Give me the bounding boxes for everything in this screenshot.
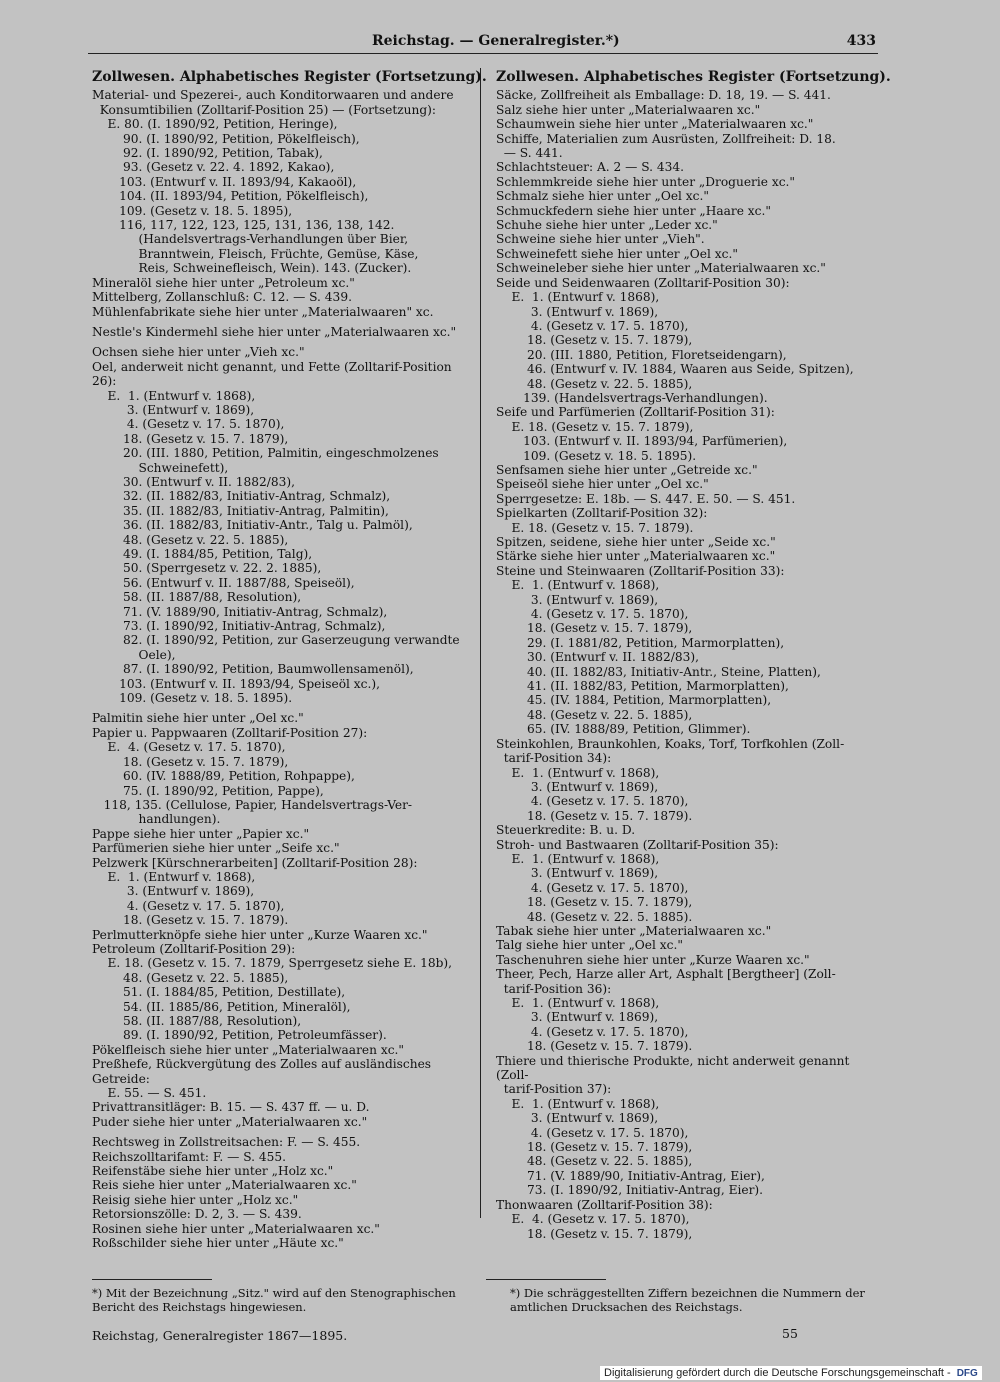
register-entry-line: 48. (Gesetz v. 22. 5. 1885), xyxy=(92,970,289,985)
register-entry-line: Spitzen, seidene, siehe hier unter „Seide xc." xyxy=(496,535,776,549)
running-header xyxy=(90,33,876,53)
register-entry-line: 3. (Entwurf v. 1869), xyxy=(92,402,255,417)
register-entry-line: 48. (Gesetz v. 22. 5. 1885), xyxy=(496,707,693,722)
register-entry-line: 4. (Gesetz v. 17. 5. 1870), xyxy=(92,898,285,913)
register-entry-line: 48. (Gesetz v. 22. 5. 1885), xyxy=(496,376,693,391)
register-entry-line: 54. (II. 1885/86, Petition, Mineralöl), xyxy=(92,999,351,1014)
register-entry-line: Schuhe siehe hier unter „Leder xc." xyxy=(496,218,718,233)
left-column xyxy=(92,69,487,1251)
register-entry-line: Privattransitläger: B. 15. — S. 437 ff. — u. D. xyxy=(92,1100,370,1115)
register-entry-line: 73. (I. 1890/92, Initiativ-Antrag, Schmalz), xyxy=(92,619,386,634)
register-entry-line: E. 1. (Entwurf v. 1868), xyxy=(496,290,660,305)
register-entry-line: 4. (Gesetz v. 17. 5. 1870), xyxy=(496,607,689,622)
register-entry-line: 58. (II. 1887/88, Resolution), xyxy=(92,1014,302,1028)
register-entry-line: E. 18. (Gesetz v. 15. 7. 1879, Sperrgesetz siehe E. 18b), xyxy=(92,956,453,971)
register-entry-line: 4. (Gesetz v. 17. 5. 1870), xyxy=(496,318,689,333)
register-entry-line: Schlemmkreide siehe hier unter „Droguerie xc." xyxy=(496,174,796,189)
register-entry-line: 3. (Entwurf v. 1869), xyxy=(496,866,659,881)
register-entry-line: 48. (Gesetz v. 22. 5. 1885), xyxy=(496,1154,693,1169)
register-entry-line: Roßschilder siehe hier unter „Häute xc." xyxy=(92,1236,344,1251)
register-entry-line: 103. (Entwurf v. II. 1893/94, Parfümerien), xyxy=(496,434,788,449)
register-entry-line: Pökelfleisch siehe hier unter „Materialwaaren xc." xyxy=(92,1042,405,1057)
banner-text: Digitalisierung gefördert durch die Deutsche Forschungsgemeinschaft - xyxy=(604,1367,951,1379)
page-number: 433 xyxy=(846,33,876,49)
register-entry-line: Steuerkredite: B. u. D. xyxy=(496,823,636,838)
register-entry-line: E. 1. (Entwurf v. 1868), xyxy=(496,996,660,1010)
register-entry-line: E. 80. (I. 1890/92, Petition, Heringe), xyxy=(92,117,338,132)
register-entry-line: Reis siehe hier unter „Materialwaaren xc." xyxy=(92,1178,357,1193)
register-entry-line: 41. (II. 1882/83, Petition, Marmorplatten), xyxy=(496,679,789,694)
footnote-right: *) Die schräggestellten Ziffern bezeichnen die Nummern der amtlichen Drucksachen des Reichstags. xyxy=(510,1286,865,1314)
register-entry-line: Reis, Schweinefleisch, Wein). 143. (Zucker). xyxy=(92,261,412,276)
register-entry-line: Palmitin siehe hier unter „Oel xc." xyxy=(92,711,304,726)
register-entry-line: 35. (II. 1882/83, Initiativ-Antrag, Palmitin), xyxy=(92,503,389,518)
register-entry-line: 48. (Gesetz v. 22. 5. 1885). xyxy=(496,909,693,924)
register-entry-line: 4. (Gesetz v. 17. 5. 1870), xyxy=(92,417,285,432)
register-entry-line: E. 1. (Entwurf v. 1868), xyxy=(496,765,660,780)
register-entry-line: Theer, Pech, Harze aller Art, Asphalt [Bergtheer] (Zoll- xyxy=(496,967,836,982)
register-entry-line: Pelzwerk [Kürschnerarbeiten] (Zolltarif-Position 28): xyxy=(92,855,418,870)
register-entry-line: Schweinefett siehe hier unter „Oel xc." xyxy=(496,246,738,261)
register-entry-line: E. 1. (Entwurf v. 1868), xyxy=(92,388,256,403)
register-entry-line: Nestle's Kindermehl siehe hier unter „Materialwaaren xc." xyxy=(92,324,457,339)
header-rule xyxy=(88,53,878,54)
register-entry-line: Talg siehe hier unter „Oel xc." xyxy=(496,938,683,953)
register-entry-line: Schiffe, Materialien zum Ausrüsten, Zollfreiheit: D. 18. xyxy=(496,131,836,146)
register-entry-line: 75. (I. 1890/92, Petition, Pappe), xyxy=(92,783,324,798)
register-entry-line: Rechtsweg in Zollstreitsachen: F. — S. 455. xyxy=(92,1135,361,1150)
register-entry-line: 49. (I. 1884/85, Petition, Talg), xyxy=(92,547,313,561)
register-entry-line: 3. (Entwurf v. 1869), xyxy=(496,592,659,607)
register-entry-line: Reisig siehe hier unter „Holz xc." xyxy=(92,1192,299,1207)
register-entry-line: E. 1. (Entwurf v. 1868), xyxy=(496,851,660,866)
header-title: Reichstag. — Generalregister.*) xyxy=(372,33,620,49)
register-entry-line: 18. (Gesetz v. 15. 7. 1879), xyxy=(496,1140,693,1155)
register-entry-line: Stroh- und Bastwaaren (Zolltarif-Position 35): xyxy=(496,837,779,852)
register-entry-line: 36. (II. 1882/83, Initiativ-Antr., Talg u. Palmöl), xyxy=(92,518,413,533)
register-entry-line: Parfümerien siehe hier unter „Seife xc." xyxy=(92,841,340,856)
register-entry-line: tarif-Position 36): xyxy=(496,981,612,996)
register-entry-line: tarif-Position 37): xyxy=(496,1082,612,1097)
register-entry-line: 104. (II. 1893/94, Petition, Pökelfleisch), xyxy=(92,189,369,204)
register-entry-line: Stärke siehe hier unter „Materialwaaren xc." xyxy=(496,549,776,564)
register-entry-line: 18. (Gesetz v. 15. 7. 1879). xyxy=(496,808,693,823)
register-entry-line: 50. (Sperrgesetz v. 22. 2. 1885), xyxy=(92,561,322,576)
footer-source: Reichstag, Generalregister 1867—1895. xyxy=(92,1328,348,1343)
register-entry-line: Retorsionszölle: D. 2, 3. — S. 439. xyxy=(92,1207,302,1222)
register-entry-line: Schmuckfedern siehe hier unter „Haare xc." xyxy=(496,203,771,218)
register-entry-line: 18. (Gesetz v. 15. 7. 1879), xyxy=(496,895,693,910)
register-entry-line: 3. (Entwurf v. 1869), xyxy=(496,1010,659,1025)
register-entry-line: 30. (Entwurf v. II. 1882/83), xyxy=(92,474,295,489)
funding-banner xyxy=(600,1366,982,1380)
register-entry-line: 20. (III. 1880, Petition, Floretseidengarn), xyxy=(496,347,787,362)
register-entry-line: 118, 135. (Cellulose, Papier, Handelsvertrags-Ver- xyxy=(92,797,413,812)
register-entry-line: 48. (Gesetz v. 22. 5. 1885), xyxy=(92,532,289,547)
register-entry-line: 65. (IV. 1888/89, Petition, Glimmer). xyxy=(496,722,751,737)
register-entry-line: Papier u. Pappwaaren (Zolltarif-Position 27): xyxy=(92,725,368,740)
register-entry-line: 18. (Gesetz v. 15. 7. 1879). xyxy=(496,1039,693,1054)
register-entry-line: 3. (Entwurf v. 1869), xyxy=(496,304,659,319)
left-column-heading: Zollwesen. Alphabetisches Register (Fortsetzung). xyxy=(92,69,487,85)
register-entry-line: 18. (Gesetz v. 15. 7. 1879), xyxy=(496,1226,693,1241)
register-entry-line: 92. (I. 1890/92, Petition, Tabak), xyxy=(92,146,323,161)
register-entry-line: Mineralöl siehe hier unter „Petroleum xc." xyxy=(92,275,355,290)
register-entry-line: 4. (Gesetz v. 17. 5. 1870), xyxy=(496,880,689,895)
footer-sheet-number: 55 xyxy=(782,1326,798,1341)
register-entry-line: Schaumwein siehe hier unter „Materialwaaren xc." xyxy=(496,117,814,132)
register-entry-line: Branntwein, Fleisch, Früchte, Gemüse, Käse, xyxy=(92,246,419,261)
left-column-entries xyxy=(92,88,472,1250)
register-entry-line: Sperrgesetze: E. 18b. — S. 447. E. 50. — S. 451. xyxy=(496,491,796,506)
register-entry-line: Mittelberg, Zollanschluß: C. 12. — S. 439. xyxy=(92,290,352,305)
register-entry-line: Tabak siehe hier unter „Materialwaaren xc." xyxy=(496,923,772,938)
register-entry-line: 18. (Gesetz v. 15. 7. 1879), xyxy=(496,621,693,636)
register-entry-line: 4. (Gesetz v. 17. 5. 1870), xyxy=(496,794,689,809)
register-entry-line: 109. (Gesetz v. 18. 5. 1895). xyxy=(92,691,293,706)
register-entry-line: Speiseöl siehe hier unter „Oel xc." xyxy=(496,477,709,492)
register-entry-line: 109. (Gesetz v. 18. 5. 1895). xyxy=(496,448,697,463)
register-entry-line: Seife und Parfümerien (Zolltarif-Position 31): xyxy=(496,405,775,420)
register-entry-line: Schweinefett), xyxy=(92,460,229,475)
register-entry-line: E. 55. — S. 451. xyxy=(92,1086,207,1101)
register-entry-line: Oele), xyxy=(92,647,176,662)
register-entry-line: Thiere und thierische Produkte, nicht anderweit genannt (Zoll- xyxy=(496,1053,854,1083)
register-entry-line: 45. (IV. 1884, Petition, Marmorplatten), xyxy=(496,693,772,708)
register-entry-line: Petroleum (Zolltarif-Position 29): xyxy=(92,941,296,956)
register-entry-line: Thonwaaren (Zolltarif-Position 38): xyxy=(496,1197,713,1212)
register-entry-line: tarif-Position 34): xyxy=(496,751,612,766)
register-entry-line: 46. (Entwurf v. IV. 1884, Waaren aus Seide, Spitzen), xyxy=(496,362,854,377)
register-entry-line: 89. (I. 1890/92, Petition, Petroleumfässer). xyxy=(92,1028,387,1043)
register-entry-line: 18. (Gesetz v. 15. 7. 1879), xyxy=(92,754,289,769)
register-entry-line: E. 1. (Entwurf v. 1868), xyxy=(92,869,256,884)
register-entry-line: Puder siehe hier unter „Materialwaaren xc." xyxy=(92,1114,368,1129)
register-entry-line: Reifenstäbe siehe hier unter „Holz xc." xyxy=(92,1164,334,1179)
register-entry-line: (Handelsvertrags-Verhandlungen über Bier, xyxy=(92,232,409,247)
right-column-heading: Zollwesen. Alphabetisches Register (Fortsetzung). xyxy=(496,69,891,85)
register-entry-line: Taschenuhren siehe hier unter „Kurze Waaren xc." xyxy=(496,952,810,967)
register-entry-line: 71. (V. 1889/90, Initiativ-Antrag, Schmalz), xyxy=(92,604,388,619)
register-entry-line: 90. (I. 1890/92, Petition, Pökelfleisch), xyxy=(92,131,360,146)
register-entry-line: 20. (III. 1880, Petition, Palmitin, eingeschmolzenes xyxy=(92,446,439,461)
register-entry-line: 139. (Handelsvertrags-Verhandlungen). xyxy=(496,390,768,405)
register-entry-line: Schweineleber siehe hier unter „Materialwaaren xc." xyxy=(496,261,826,276)
register-entry-line: Schweine siehe hier unter „Vieh". xyxy=(496,232,705,247)
register-entry-line: Salz siehe hier unter „Materialwaaren xc." xyxy=(496,102,761,117)
register-entry-line: Perlmutterknöpfe siehe hier unter „Kurze Waaren xc." xyxy=(92,927,428,942)
footnote-rule-left xyxy=(92,1279,212,1280)
register-entry-line: 51. (I. 1884/85, Petition, Destillate), xyxy=(92,985,346,1000)
register-entry-line: E. 1. (Entwurf v. 1868), xyxy=(496,578,660,593)
register-entry-line: 60. (IV. 1888/89, Petition, Rohpappe), xyxy=(92,769,355,784)
register-entry-line: Material- und Spezerei-, auch Konditorwaaren und andere xyxy=(92,88,454,103)
register-entry-line: 56. (Entwurf v. II. 1887/88, Speiseöl), xyxy=(92,575,355,590)
dfg-logo: DFG xyxy=(956,1367,978,1379)
register-entry-line: E. 4. (Gesetz v. 17. 5. 1870), xyxy=(92,740,286,755)
register-entry-line: 103. (Entwurf v. II. 1893/94, Kakaoöl), xyxy=(92,174,357,189)
register-entry-line: Rosinen siehe hier unter „Materialwaaren xc." xyxy=(92,1221,380,1236)
register-entry-line: Konsumtibilien (Zolltarif-Position 25) — (Fortsetzung): xyxy=(92,102,437,117)
register-entry-line: Säcke, Zollfreiheit als Emballage: D. 18, 19. — S. 441. xyxy=(496,88,831,103)
register-entry-line: 4. (Gesetz v. 17. 5. 1870), xyxy=(496,1024,689,1039)
register-entry-line: 3. (Entwurf v. 1869), xyxy=(92,884,255,899)
register-entry-line: Seide und Seidenwaaren (Zolltarif-Position 30): xyxy=(496,275,790,290)
register-entry-line: 109. (Gesetz v. 18. 5. 1895), xyxy=(92,203,293,218)
register-entry-line: Spielkarten (Zolltarif-Position 32): xyxy=(496,506,708,521)
register-entry-line: Oel, anderweit nicht genannt, und Fette (Zolltarif-Position 26): xyxy=(92,359,456,389)
register-entry-line: 3. (Entwurf v. 1869), xyxy=(496,779,659,794)
register-entry-line: 103. (Entwurf v. II. 1893/94, Speiseöl xc.), xyxy=(92,676,381,691)
register-entry-line: 3. (Entwurf v. 1869), xyxy=(496,1111,659,1126)
register-entry-line: Schlachtsteuer: A. 2 — S. 434. xyxy=(496,160,685,175)
register-entry-line: 73. (I. 1890/92, Initiativ-Antrag, Eier). xyxy=(496,1183,764,1198)
register-entry-line: 18. (Gesetz v. 15. 7. 1879), xyxy=(496,333,693,348)
register-entry-line: 87. (I. 1890/92, Petition, Baumwollensamenöl), xyxy=(92,662,414,677)
register-entry-line: Mühlenfabrikate siehe hier unter „Materialwaaren" xc. xyxy=(92,304,434,319)
column-divider xyxy=(480,68,481,1218)
right-column xyxy=(496,69,891,1241)
register-entry-line: Ochsen siehe hier unter „Vieh xc." xyxy=(92,345,305,360)
register-entry-line: E. 18. (Gesetz v. 15. 7. 1879), xyxy=(496,419,694,434)
register-entry-line: 71. (V. 1889/90, Initiativ-Antrag, Eier), xyxy=(496,1168,765,1183)
register-entry-line: 18. (Gesetz v. 15. 7. 1879), xyxy=(92,431,289,446)
footnote-left: *) Mit der Bezeichnung „Sitz." wird auf den Stenographischen Bericht des Reichstags hingewiesen. xyxy=(92,1286,456,1314)
register-entry-line: 29. (I. 1881/82, Petition, Marmorplatten), xyxy=(496,635,785,650)
footnote-rule-right xyxy=(486,1279,606,1280)
register-entry-line: E. 18. (Gesetz v. 15. 7. 1879). xyxy=(496,520,694,535)
register-entry-line: 82. (I. 1890/92, Petition, zur Gaserzeugung verwandte xyxy=(92,633,460,648)
register-entry-line: Steine und Steinwaaren (Zolltarif-Position 33): xyxy=(496,563,785,578)
register-entry-line: handlungen). xyxy=(92,812,221,827)
register-entry-line: 93. (Gesetz v. 22. 4. 1892, Kakao), xyxy=(92,160,335,175)
register-entry-line: Senfsamen siehe hier unter „Getreide xc." xyxy=(496,462,758,477)
register-entry-line: 40. (II. 1882/83, Initiativ-Antr., Steine, Platten), xyxy=(496,664,821,679)
register-entry-line: 30. (Entwurf v. II. 1882/83), xyxy=(496,650,699,665)
register-entry-line: Preßhefe, Rückvergütung des Zolles auf ausländisches Getreide: xyxy=(92,1057,435,1086)
register-entry-line: 32. (II. 1882/83, Initiativ-Antrag, Schmalz), xyxy=(92,489,391,504)
register-entry-line: Reichszolltarifamt: F. — S. 455. xyxy=(92,1149,287,1164)
register-entry-line: Pappe siehe hier unter „Papier xc." xyxy=(92,826,310,841)
register-entry-line: E. 1. (Entwurf v. 1868), xyxy=(496,1096,660,1111)
register-entry-line: 4. (Gesetz v. 17. 5. 1870), xyxy=(496,1125,689,1140)
register-entry-line: 18. (Gesetz v. 15. 7. 1879). xyxy=(92,913,289,928)
register-entry-line: 116, 117, 122, 123, 125, 131, 136, 138, 142. xyxy=(92,218,395,233)
right-column-entries xyxy=(496,88,876,1241)
register-entry-line: Schmalz siehe hier unter „Oel xc." xyxy=(496,189,709,204)
register-entry-line: — S. 441. xyxy=(496,146,563,161)
register-entry-line: E. 4. (Gesetz v. 17. 5. 1870), xyxy=(496,1212,690,1227)
register-entry-line: 58. (II. 1887/88, Resolution), xyxy=(92,590,302,605)
register-entry-line: Steinkohlen, Braunkohlen, Koaks, Torf, Torfkohlen (Zoll- xyxy=(496,736,845,751)
